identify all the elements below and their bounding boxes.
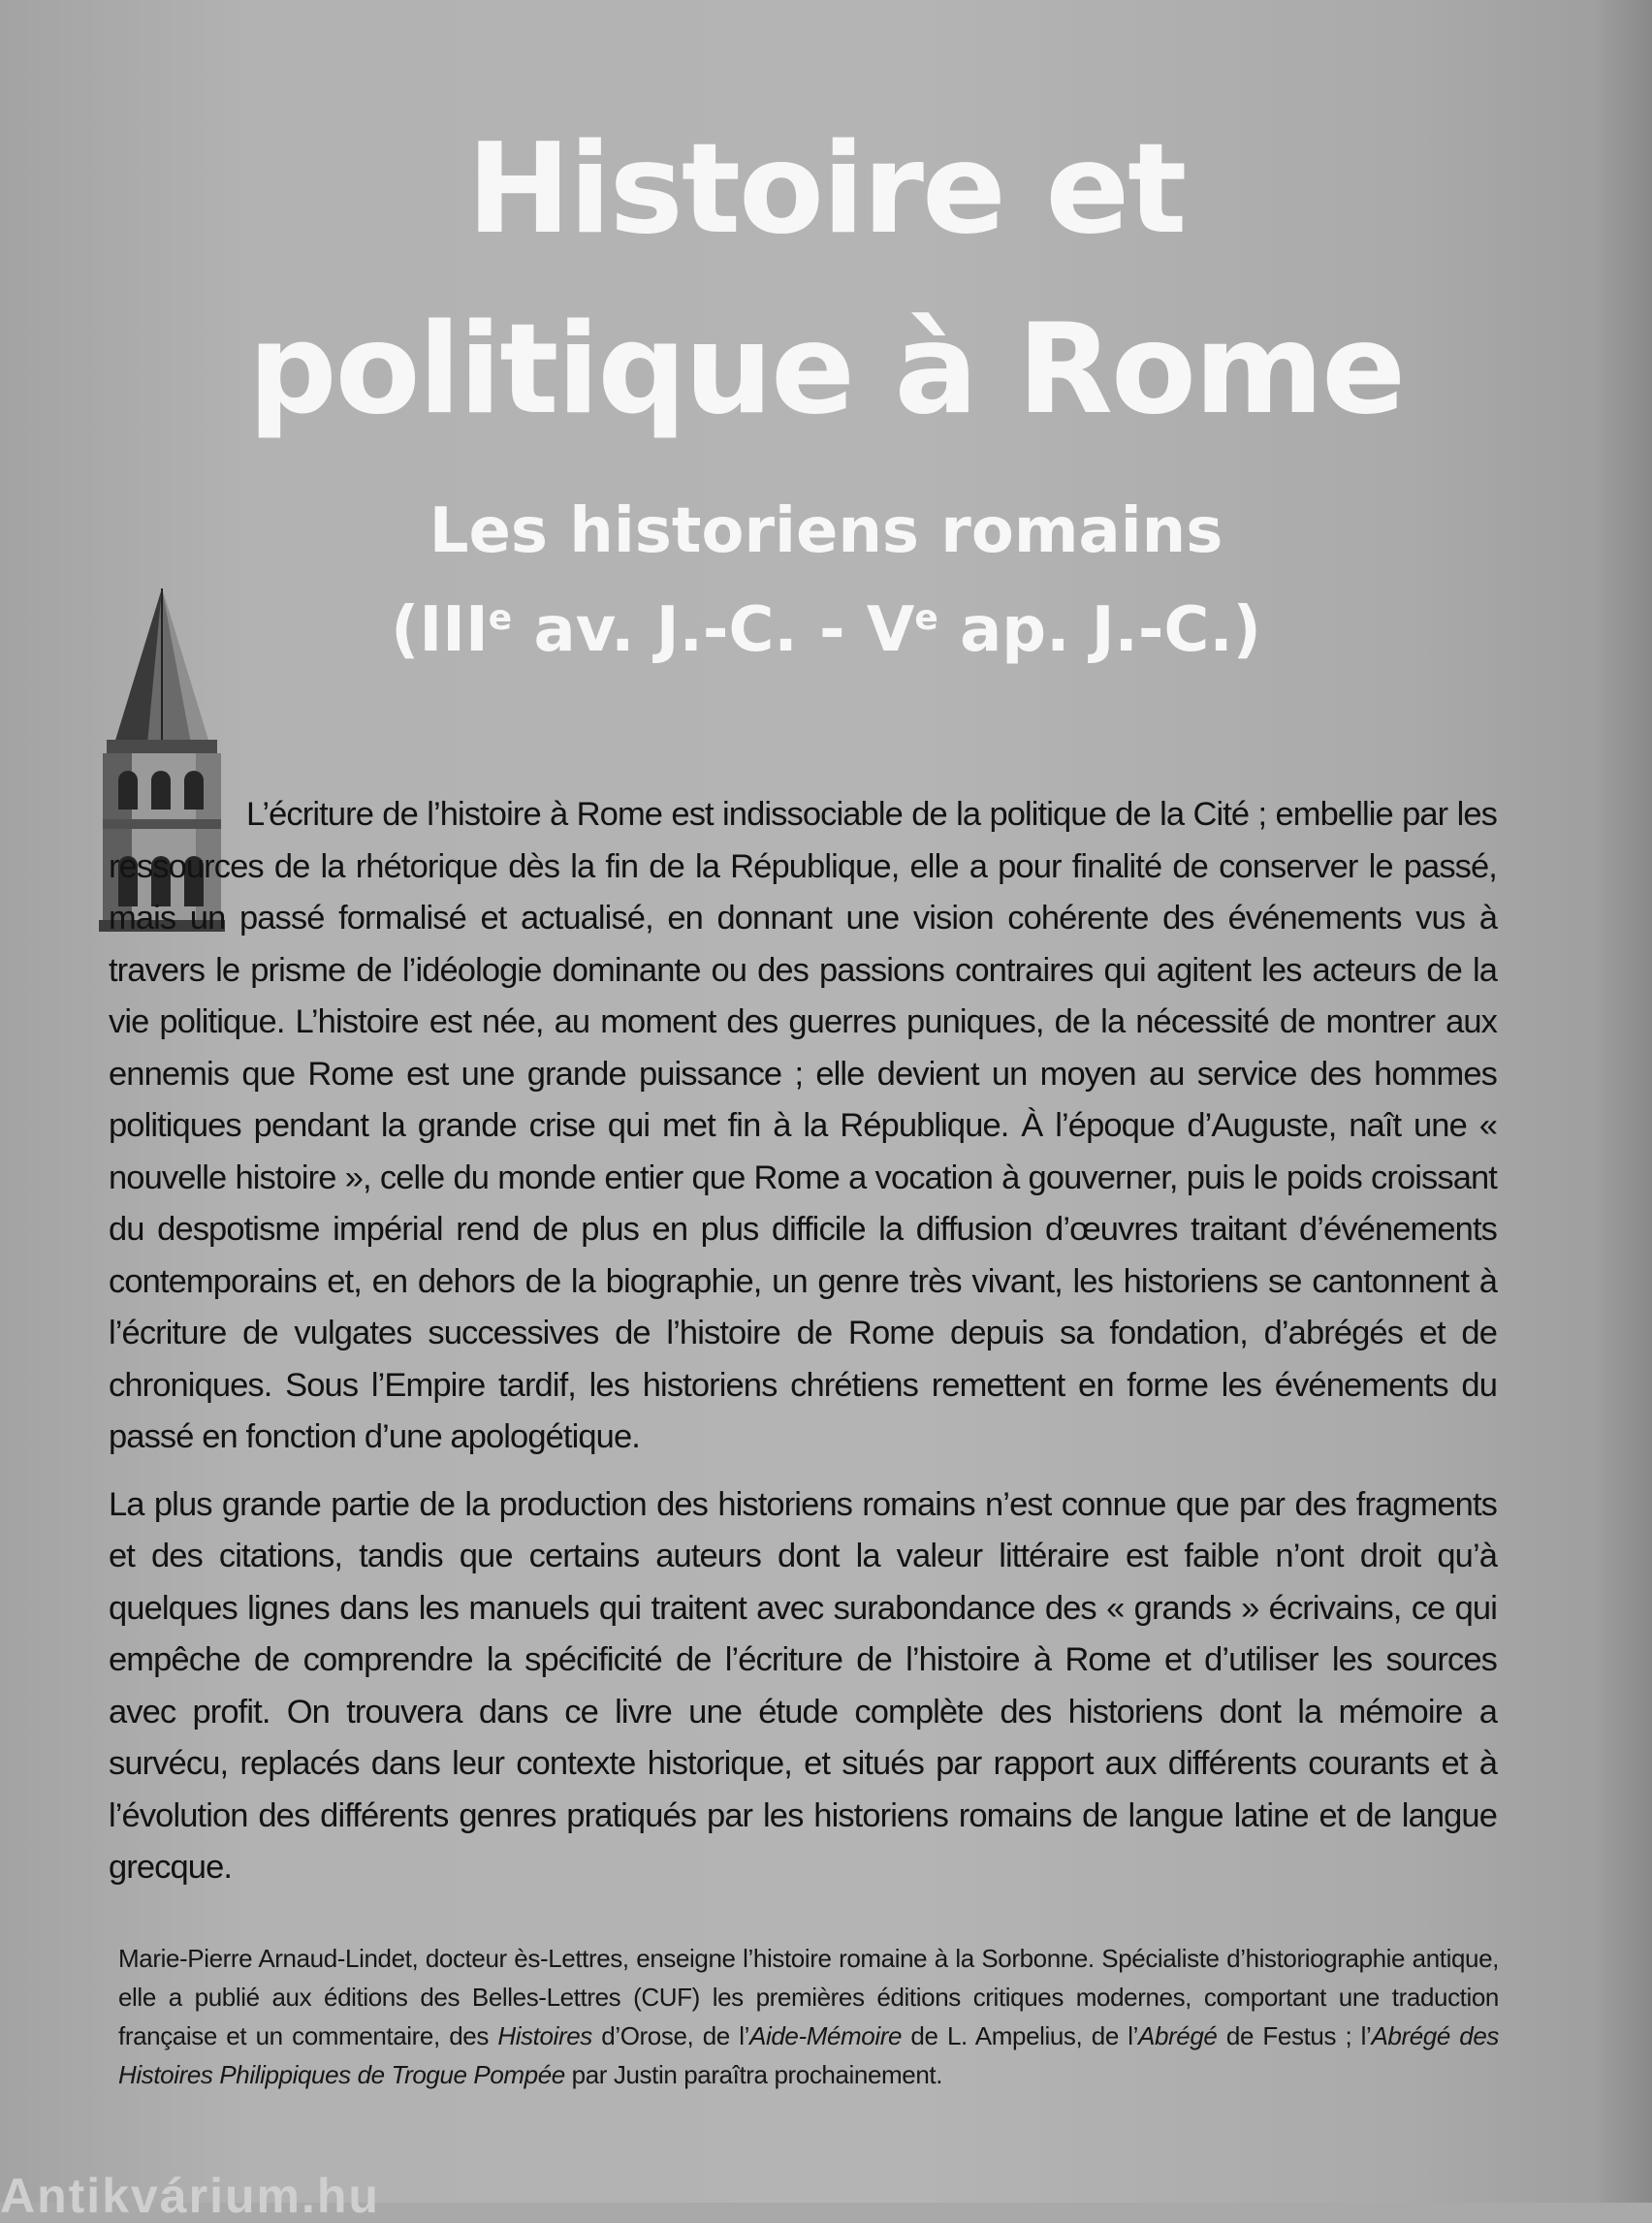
subtitle-sup-2: e: [914, 598, 938, 638]
subtitle-close: ap. J.-C.): [937, 594, 1261, 666]
author-bio-text: Marie-Pierre Arnaud-Lindet, docteur ès-Lettres, enseigne l’histoire romaine à la Sorbonne. Spécialiste d’historiographie antique, elle a publié aux éditions des Belles-Lettres (CUF) les premières éditions critiques modernes, comportant une traduction française et un commentaire, des: [118, 1944, 1499, 2050]
title-line-1: Histoire et: [466, 117, 1186, 262]
watermark: Antikvárium.hu: [0, 2169, 380, 2223]
subtitle-open: (III: [391, 594, 489, 666]
author-bio-italic: Abrégé: [1138, 2021, 1218, 2050]
author-bio-italic: Abrégé des Histoires Philippiques de Trogue Pompée: [118, 2021, 1499, 2089]
author-bio-italic: Histoires: [497, 2021, 592, 2050]
author-bio-text: d’Orose, de l’: [591, 2021, 749, 2050]
title-line-2: politique à Rome: [247, 298, 1405, 442]
subtitle-line-1: Les historiens romains: [429, 495, 1223, 567]
author-bio-italic: Aide-Mémoire: [749, 2021, 903, 2050]
author-bio-text: par Justin paraîtra prochainement.: [564, 2060, 943, 2089]
author-bio-text: de Festus ; l’: [1217, 2021, 1372, 2050]
description-text: [109, 789, 1497, 1894]
subtitle-mid: av. J.-C. - V: [512, 594, 915, 666]
subtitle-sup-1: e: [488, 598, 513, 638]
description-paragraph-2: La plus grande partie de la production des historiens romains n’est connue que par des fragments et des citations, tandis que certains auteurs dont la valeur littéraire est faible n’ont droit qu’à quelques lignes dans les manuels qui traitent avec surabondance des « grands » écrivains, ce qui empêche de comprendre la spécificité de l’écriture de l’histoire à Rome et d’utiliser les sources avec profit. On trouvera dans ce livre une étude complète des historiens dont la mémoire a survécu, replacés dans leur contexte historique, et situés par rapport aux différents courants et à l’évolution des différents genres pratiqués par les historiens romains de langue latine et de langue grecque.: [109, 1485, 1497, 1886]
description-paragraph-1: L’écriture de l’histoire à Rome est indissociable de la politique de la Cité ; embellie par les ressources de la rhétorique dès la fin de la République, elle a pour finalité de conserver le passé, mais un passé formalisé et actualisé, en donnant une vision cohérente des événements vus à travers le prisme de l’idéologie dominante ou des passions contraires qui agitent les acteurs de la vie politique. L’histoire est née, au moment des guerres puniques, de la nécessité de montrer aux ennemis que Rome est une grande puissance ; elle devient un moyen au service des hommes politiques pendant la grande crise qui met fin à la République. À l’époque d’Auguste, naît une « nouvelle histoire », celle du monde entier que Rome a vocation à gouverner, puis le poids croissant du despotisme impérial rend de plus en plus difficile la diffusion d’œuvres traitant d’événements contemporains et, en dehors de la biographie, un genre très vivant, les historiens se cantonnent à l’écriture de vulgates successives de l’histoire de Rome depuis sa fondation, d’abrégés et de chroniques. Sous l’Empire tardif, les historiens chrétiens remettent en forme les événements du passé en fonction d’une apologétique.: [109, 796, 1497, 1455]
author-bio: [118, 1939, 1499, 2094]
author-bio-text: de L. Ampelius, de l’: [902, 2021, 1139, 2050]
subtitle-line-2: [0, 594, 1652, 666]
